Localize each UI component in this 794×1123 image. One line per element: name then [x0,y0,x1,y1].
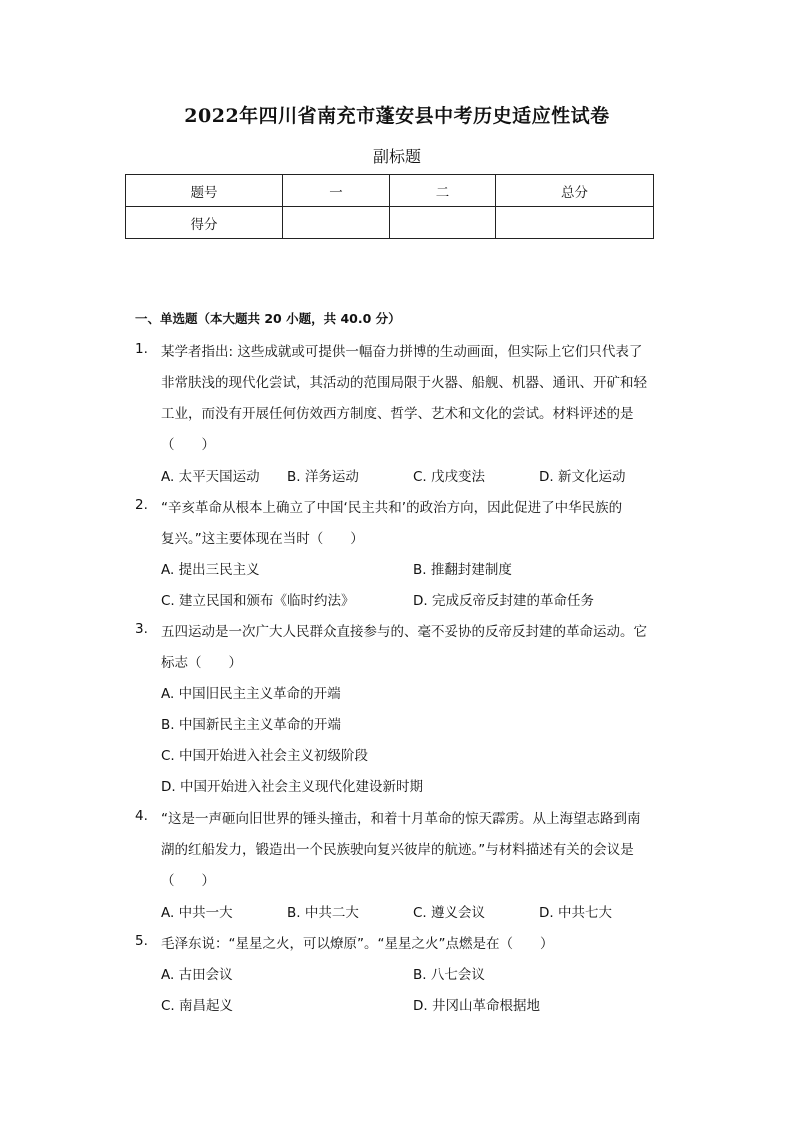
question-text-line: 复兴。”这主要体现在当时（ ） [161,531,364,547]
section-heading: 一、单选题（本大题共 20 小题，共 40.0 分） [135,311,401,326]
question-text-line: “辛亥革命从根本上确立了中国‘民主共和’的政治方向，因此促进了中华民族的 [161,500,623,516]
score-cell-empty [496,207,654,239]
question-text-line: （ ） [161,873,215,889]
answer-option: B. 中共二大 [287,905,359,921]
answer-option: D. 井冈山革命根据地 [413,998,540,1014]
score-row-label: 得分 [126,207,283,239]
score-table-score-row [126,207,654,239]
answer-option: A. 古田会议 [161,967,233,983]
answer-option: D. 中国开始进入社会主义现代化建设新时期 [161,779,423,795]
question-text-line: 工业，而没有开展任何仿效西方制度、哲学、艺术和文化的尝试。材料评述的是 [161,406,634,422]
score-header-cell: 一 [283,175,390,207]
question-text-line: 非常肤浅的现代化尝试，其活动的范围局限于火器、船舰、机器、通讯、开矿和轻 [161,375,647,391]
answer-option: A. 提出三民主义 [161,562,260,578]
answer-option: A. 太平天国运动 [161,469,260,485]
question-number: 1. [135,341,148,357]
answer-option: C. 南昌起义 [161,998,234,1014]
answer-option: D. 完成反帝反封建的革命任务 [413,593,594,609]
answer-option: B. 推翻封建制度 [413,562,512,578]
answer-option: B. 洋务运动 [287,469,359,485]
question-text-line: 某学者指出: 这些成就或可提供一幅奋力拼博的生动画面，但实际上它们只代表了 [161,344,643,360]
question-text-line: “这是一声砸向旧世界的锤头撞击，和着十月革命的惊天霹雳。从上海望志路到南 [161,811,641,827]
score-header-cell: 二 [390,175,496,207]
question-text-line: （ ） [161,437,215,453]
score-header-cell: 总分 [496,175,654,207]
question-number: 5. [135,933,148,949]
question-number: 2. [135,497,148,513]
answer-option: C. 建立民国和颁布《临时约法》 [161,593,355,609]
question-text-line: 标志（ ） [161,655,242,671]
answer-option: C. 中国开始进入社会主义初级阶段 [161,748,369,764]
answer-option: A. 中国旧民主主义革命的开端 [161,686,341,702]
exam-subtitle: 副标题 [372,147,421,166]
score-table [125,174,654,239]
score-cell-empty [283,207,390,239]
question-text-line: 湖的红船发力，锻造出一个民族驶向复兴彼岸的航迹。”与材料描述有关的会议是 [161,842,634,858]
exam-title: 2022年四川省南充市蓬安县中考历史适应性试卷 [184,105,610,127]
answer-option: A. 中共一大 [161,905,233,921]
answer-option: C. 遵义会议 [413,905,486,921]
score-table-header-row [126,175,654,207]
answer-option: B. 八七会议 [413,967,485,983]
question-number: 4. [135,808,148,824]
answer-option: D. 新文化运动 [539,469,626,485]
answer-option: B. 中国新民主主义革命的开端 [161,717,341,733]
question-text-line: 五四运动是一次广大人民群众直接参与的、毫不妥协的反帝反封建的革命运动。它 [161,624,647,640]
answer-option: C. 戊戌变法 [413,469,486,485]
question-number: 3. [135,621,148,637]
score-header-cell: 题号 [126,175,283,207]
answer-option: D. 中共七大 [539,905,612,921]
score-cell-empty [390,207,496,239]
question-text-line: 毛泽东说：“星星之火，可以燎原”。“星星之火”点燃是在（ ） [161,936,554,952]
